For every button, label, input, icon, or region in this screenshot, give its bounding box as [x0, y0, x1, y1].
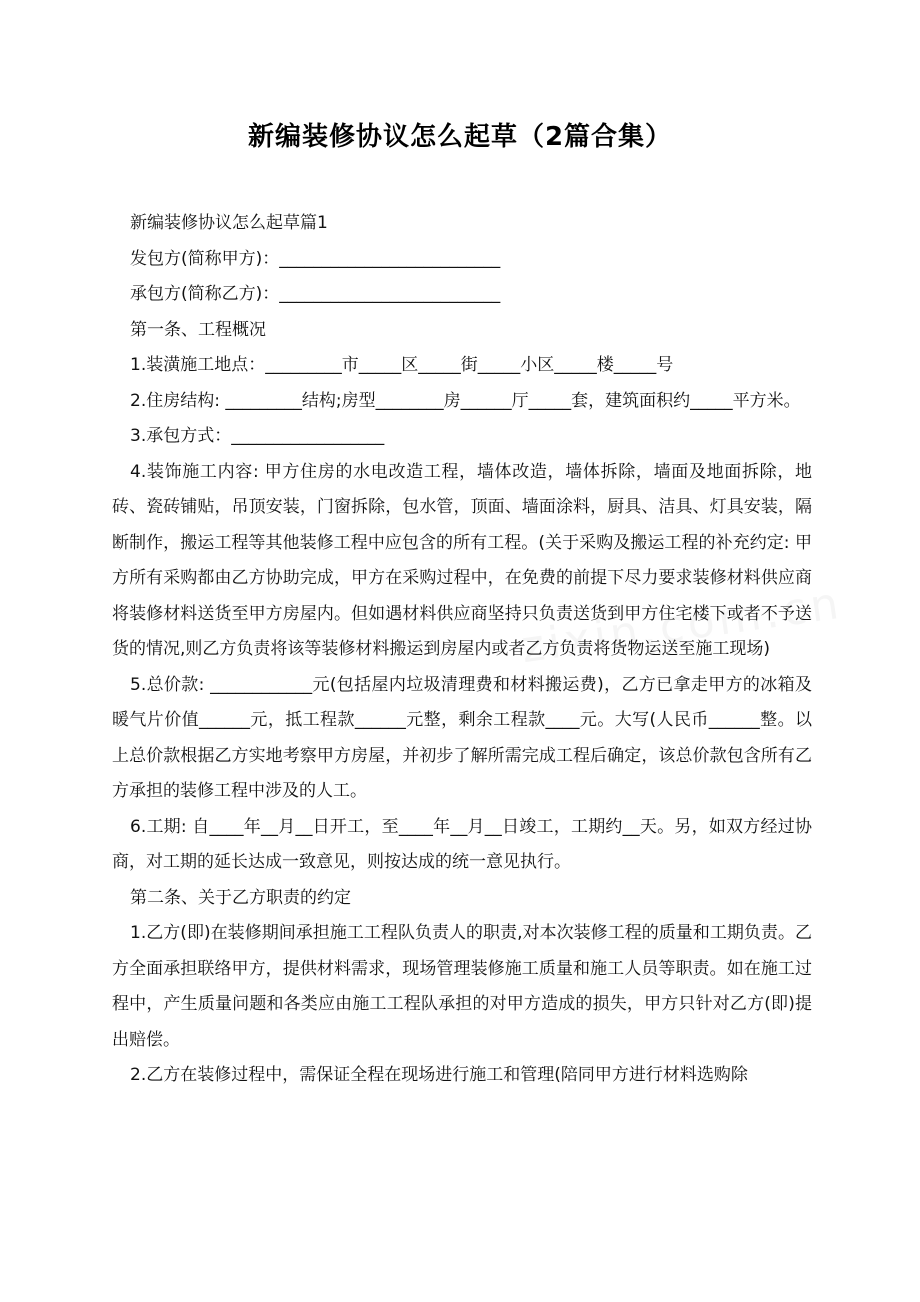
section-heading: 新编装修协议怎么起草篇1	[130, 213, 328, 233]
clause-paragraph: 5.总价款: ____________元(包括屋内垃圾清理费和材料搬运费)，乙方已拿走甲方的冰箱及暖气片价值______元，抵工程款______元整，剩余工程款____元。大写(人民币______整。以上总价款根据乙方实地考察甲方房屋，并初步了解所需完成工程后确定，该总价款包含所有乙方承担的装修工程中涉及的人工。	[112, 674, 812, 801]
clause-paragraph: 1.乙方(即)在装修期间承担施工工程队负责人的职责,对本次装修工程的质量和工期负责。乙方全面承担联络甲方，提供材料需求，现场管理装修施工质量和施工人员等职责。如在施工过程中，产生质量问题和各类应由施工工程队承担的对甲方造成的损失，甲方只针对乙方(即)提出赔偿。	[112, 923, 812, 1050]
clause-paragraph: 2.乙方在装修过程中，需保证全程在现场进行施工和管理(陪同甲方进行材料选购除	[130, 1065, 748, 1085]
clause-paragraph: 6.工期: 自____年__月__日开工，至____年__月__日竣工，工期约__天。另，如双方经过协商，对工期的延长达成一致意见，则按达成的统一意见执行。	[112, 816, 812, 872]
article-heading: 第二条、关于乙方职责的约定	[130, 887, 351, 908]
clause-paragraph: 2.住房结构: _________结构;房型________房______厅_____套，建筑面积约_____平方米。	[130, 390, 801, 411]
document-title: 新编装修协议怎么起草（2篇合集）	[247, 122, 673, 152]
clause-paragraph: 3.承包方式：__________________	[130, 426, 385, 446]
article-heading: 第一条、工程概况	[130, 319, 266, 340]
clause-paragraph: 1.装潢施工地点：_________市_____区_____街_____小区_____楼_____号	[130, 355, 674, 375]
clause-paragraph: 4.装饰施工内容: 甲方住房的水电改造工程，墙体改造，墙体拆除，墙面及地面拆除，地砖、瓷砖铺贴，吊顶安装，门窗拆除，包水管，顶面、墙面涂料，厨具、洁具、灯具安装，隔断制作，搬运工程等其他装修工程中应包含的所有工程。(关于采购及搬运工程的补充约定: 甲方所有采购都由乙方协助完成，甲方在采购过程中，在免费的前提下尽力要求装修材料供应商将装修材料送货至甲方房屋内。但如遇材料供应商坚持只负责送货到甲方住宅楼下或者不予送货的情况,则乙方负责将该等装修材料搬运到房屋内或者乙方负责将货物运送至施工现场)	[112, 461, 812, 659]
party-b-field: 承包方(简称乙方)：__________________________	[130, 284, 501, 304]
party-a-field: 发包方(简称甲方)：__________________________	[130, 248, 501, 269]
document-body	[112, 206, 812, 1094]
